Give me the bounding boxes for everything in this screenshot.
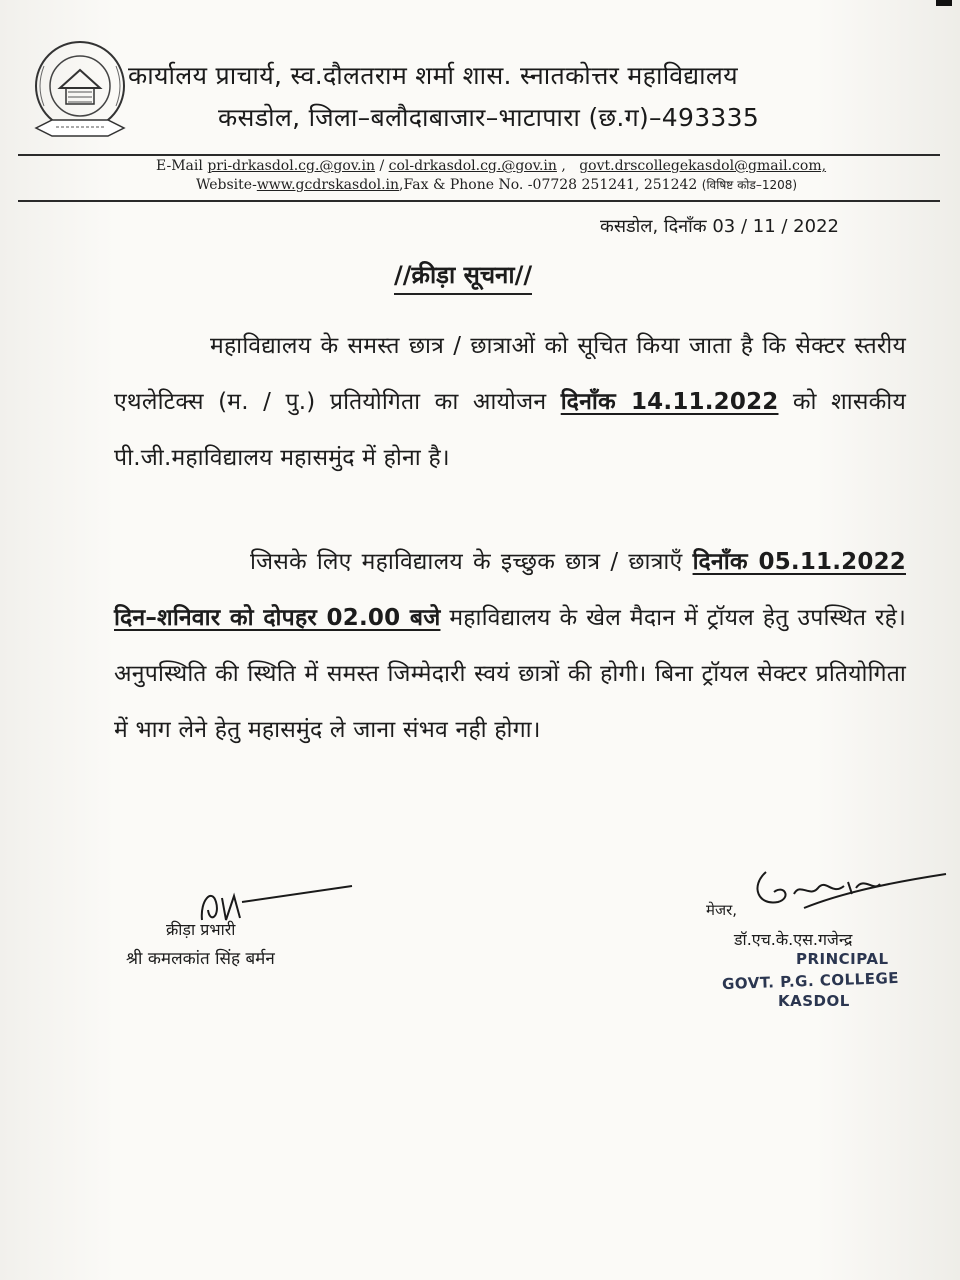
email-college-link[interactable]: col-drkasdol.cg.@gov.in	[388, 158, 557, 174]
scan-edge-mark	[936, 0, 952, 6]
special-code: (विषिष्ट कोड–1208)	[701, 178, 798, 192]
website-prefix: Website-	[196, 177, 257, 193]
contact-email-line	[156, 158, 826, 174]
letterhead-line-1: कार्यालय प्राचार्य, स्व.दौलतराम शर्मा शास. स्नातकोत्तर महाविद्यालय	[128, 61, 738, 90]
signatory-name: श्री कमलकांत सिंह बर्मन	[126, 949, 275, 969]
fax-phone: ,Fax & Phone No. -07728 251241, 251242	[399, 177, 698, 193]
letterhead-bottom-rule	[18, 200, 940, 202]
principal-stamp-line-2: GOVT. P.G. COLLEGE	[721, 968, 900, 994]
contact-website-line	[196, 176, 797, 193]
college-seal-logo	[26, 36, 134, 146]
notice-title: //क्रीड़ा सूचना//	[394, 258, 532, 295]
principal-rank: मेजर,	[706, 901, 738, 919]
email-prefix: E-Mail	[156, 158, 203, 174]
email-principal-link[interactable]: pri-drkasdol.cg.@gov.in	[207, 158, 375, 174]
letterhead-top-rule	[18, 154, 940, 156]
website-link[interactable]: www.gcdrskasdol.in	[256, 177, 400, 193]
notice-date: कसडोल, दिनाँक 03 / 11 / 2022	[600, 216, 839, 237]
notice-paragraph-1	[114, 318, 906, 486]
event-date: दिनाँक 14.11.2022	[560, 389, 779, 415]
principal-stamp-line-1: PRINCIPAL	[796, 950, 889, 968]
p1-text-a: महाविद्यालय के समस्त छात्र / छात्राओं को सूचित किया जाता है कि सेक्टर स्तरीय एथलेटिक्स (म. / पु.) प्रतियोगिता का आयोजन	[114, 333, 906, 415]
email-gmail-link[interactable]: govt.drscollegekasdol@gmail.com,	[579, 158, 827, 174]
principal-signature	[744, 862, 950, 922]
principal-stamp-line-3: KASDOL	[778, 992, 850, 1010]
letterhead-line-2: कसडोल, जिला–बलौदाबाजार–भाटापारा (छ.ग)–493335	[218, 103, 760, 132]
notice-paragraph-2	[114, 534, 906, 758]
trial-datetime: दिनाँक 05.11.2022 दिन–शनिवार को दोपहर 02.00 बजे	[114, 549, 906, 631]
email-separator-2: ,	[561, 158, 575, 174]
p1-text-b: को शासकीय पी.जी.महाविद्यालय महासमुंद में होना है।	[114, 389, 907, 471]
email-separator: /	[379, 158, 385, 174]
sports-incharge-signature-block	[126, 880, 366, 980]
principal-name: डॉ.एच.के.एस.गजेन्द्र	[734, 930, 853, 949]
p2-text-b: महाविद्यालय के खेल मैदान में ट्रॉयल हेतु उपस्थित रहे। अनुपस्थिति की स्थिति में समस्त जिम्मेदारी स्वयं छात्रों की होगी। बिना ट्रॉयल सेक्टर प्रतियोगिता में भाग लेने हेतु महासमुंद ले जाना संभव नही होगा।	[114, 605, 906, 743]
signatory-role: क्रीड़ा प्रभारी	[166, 920, 236, 939]
p2-text-a: जिसके लिए महाविद्यालय के इच्छुक छात्र / छात्राएँ	[250, 549, 693, 575]
